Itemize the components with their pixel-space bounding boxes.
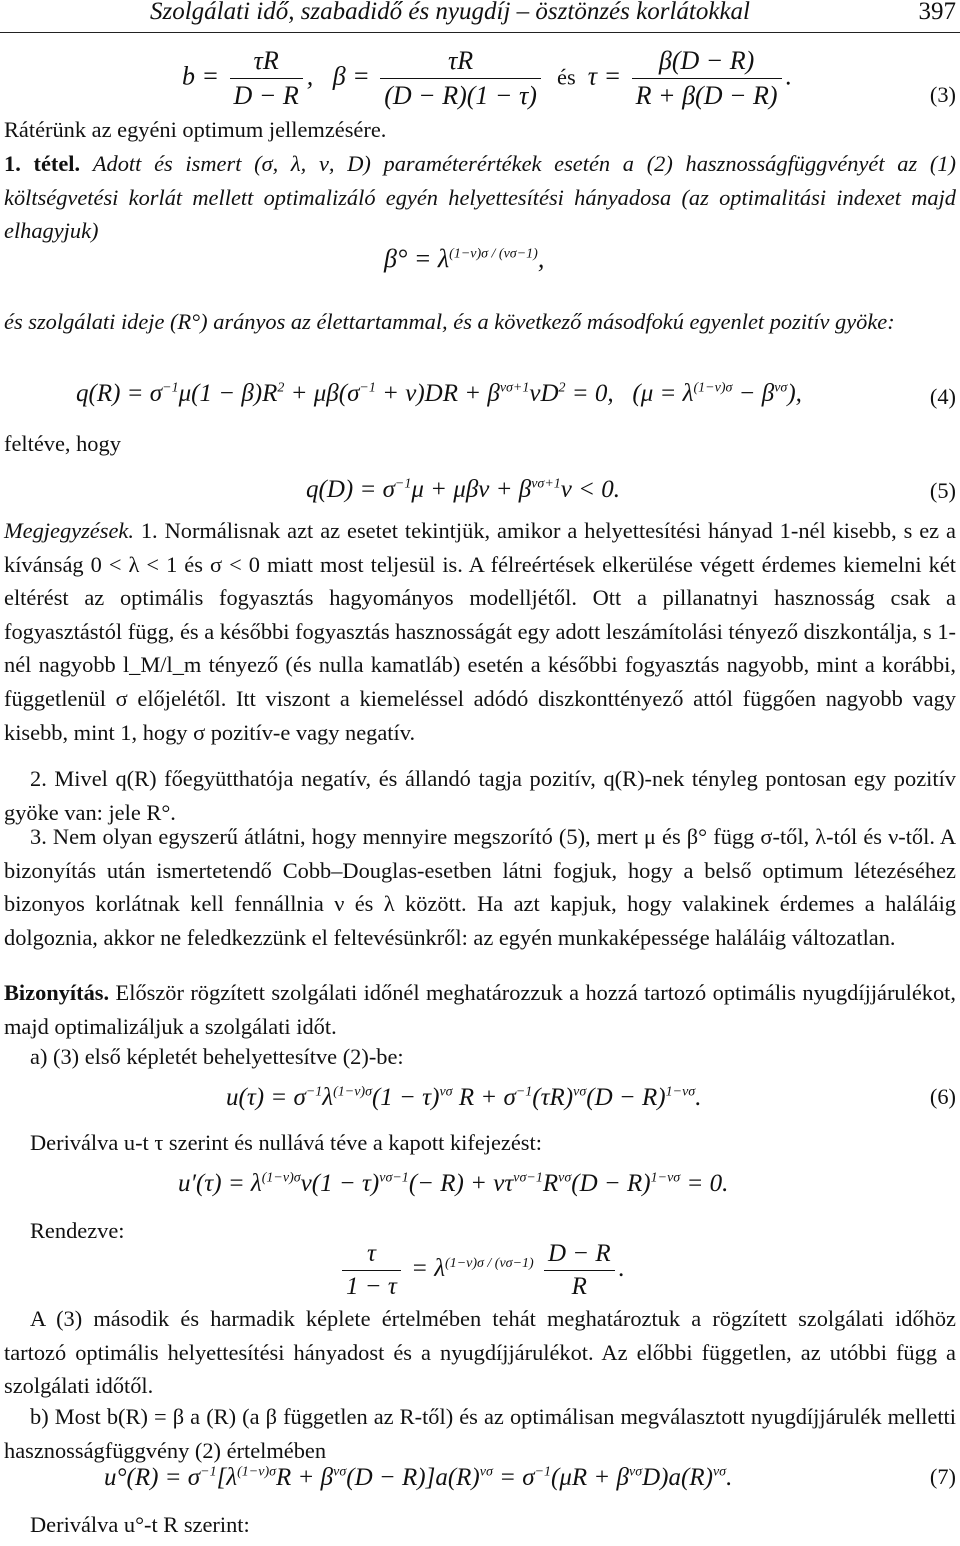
proof-label: Bizonyítás. — [4, 980, 110, 1005]
theorem-1 — [4, 147, 956, 248]
note-2: 2. Mivel q(R) főegyütthatója negatív, és állandó tagja pozitív, q(R)-nek tényleg pontosan egy pozitív gyöke van: jele R°. — [4, 766, 956, 825]
theorem-body: Adott és ismert (σ, λ, ν, D) paraméterértékek esetén a (2) hasznosságfüggvényét az (1) költségvetési korlát mellett optimalizáló egyén helyettesítési hányadosa (az optimalitási indexet majd elhagyjuk) — [4, 151, 956, 244]
paragraph-last: Deriválva u°-t R szerint: — [30, 1512, 250, 1537]
paragraph-b: b) Most b(R) = β a (R) (a β független az R-től) és az optimálisan megválasztott nyugdíjjárulék melletti hasznosságfüggvény (2) értelmében — [4, 1404, 956, 1463]
equation-7: $u^\circ(R) = \sigma^{-1}[\lambda^{(1-\nu)\sigma}R + \beta^{\nu\sigma}(D - R)]a(R)^{\nu\sigma} = \sigma^{-1}(\mu R + \beta^{\nu\sigma}D)a(R)^{\nu\sigma}$. — [104, 1464, 733, 1491]
proof-body: Először rögzített szolgálati időnél meghatározzuk a hozzá tartozó optimális nyugdíjjárulékot, majd optimalizáljuk a szolgálati időt. — [4, 980, 956, 1039]
equation-5: $q(D) = \sigma^{-1}\mu + \mu\beta\nu + \beta^{\nu\sigma+1}\nu < 0$. — [306, 476, 620, 503]
note-1: 1. Normálisnak azt az esetet tekintjük, amikor a helyettesítési hányad 1-nél kisebb, s ez a kívánság 0 < λ < 1 és σ < 0 miatt most teljesül is. A félreértések elkerülése végett érdemes kiemelni két eltérést az optimális fogyasztás hagyományos modelljétől. Ott a pillanatnyi hasznosság csak a fogyasztástól függ, és a későbbi fogyasztás hasznosságát egy adott leszámítolási tényező diszkontálja, s 1-nél nagyobb l_M/l_m tényező (és nulla kamatláb) esetén a későbbi fogyasztás nagyobb, mint a korábbi, függetlenül σ előjelétől. Itt viszont a kiemeléssel adódó diszkonttényező attól függően nagyobb vagy kisebb, mint 1, hogy σ pozitív-e vagy negatív. — [4, 518, 956, 745]
equation-derivative: $u'(\tau) = \lambda^{(1-\nu)\sigma}\nu(1 - \tau)^{\nu\sigma-1}(- R) + \nu\tau^{\nu\sigma-1}R^{\nu\sigma}(D - R)^{1-\nu\sigma} = 0$. — [178, 1170, 729, 1197]
running-title: Szolgálati idő, szabadidő és nyugdíj – ösztönzés korlátokkal — [150, 0, 750, 25]
notes-label: Megjegyzések. — [4, 518, 134, 543]
paragraph-provided: feltéve, hogy — [4, 431, 121, 456]
equation-rearranged: $\frac{\tau}{1 - \tau}$ = $\lambda^{(1-\nu)\sigma / (\nu\sigma-1)}$ $\frac{D - R}{R}$ . — [338, 1240, 625, 1301]
equation-4-number: (4) — [929, 384, 956, 409]
equation-4: $q(R) = \sigma^{-1}\mu(1 - \beta)R^2 + \mu\beta(\sigma^{-1} + \nu)DR + \beta^{\nu\sigma+1}\nu D^2 = 0$, $(\mu = \lambda^{(1-\nu)\sigma} - \beta^{\nu\sigma})$, — [76, 380, 802, 407]
equation-3-number: (3) — [929, 82, 956, 107]
equation-7-number: (7) — [929, 1464, 956, 1489]
note-3: 3. Nem olyan egyszerű átlátni, hogy mennyire megszorító (5), mert μ és β° függ σ-től, λ-tól és ν-től. A bizonyítás után ismertetendő Cobb–Douglas-esetben látni fogjuk, hogy a belső optimum létezéséhez bizonyos korlátnak kell fennállnia ν és λ között. Ha azt kapjuk, hogy valakinek érdemes a haláláig dolgoznia, akkor ne feledkezzünk el feltevésünkről: az egyén munkaképessége haláláig változatlan. — [4, 824, 956, 950]
paragraph-rendezve: Rendezve: — [30, 1218, 125, 1243]
notes-paragraph-1 — [4, 514, 956, 749]
page-number: 397 — [918, 0, 956, 25]
theorem-label: 1. tétel. — [4, 151, 81, 176]
paragraph-derivative-tau: Deriválva u-t τ szerint és nullává téve a kapott kifejezést: — [30, 1130, 542, 1155]
paragraph-a3: A (3) második és harmadik képlete értelmében tehát meghatároztuk a rögzített szolgálati időhöz tartozó optimális helyettesítési hányadost és a nyugdíjjárulékot. Az előbbi független, az utóbbi függ a szolgálati időtől. — [4, 1306, 956, 1399]
running-header — [0, 0, 960, 33]
equation-6-number: (6) — [929, 1084, 956, 1109]
paragraph-ratérünk: Rátérünk az egyéni optimum jellemzésére. — [4, 117, 387, 142]
equation-3: b = $\frac{\tau R}{D - R}$ , β = $\frac{\tau R}{(D - R)(1 - \tau)}$ és τ = $\frac{\beta(D - R)}{R + \beta(D - R)}$ . — [182, 46, 793, 110]
paragraph-a: a) (3) első képletét behelyettesítve (2)-be: — [30, 1044, 404, 1069]
proof-paragraph — [4, 976, 956, 1043]
paragraph-service-time: és szolgálati ideje (R°) arányos az élettartammal, és a következő másodfokú egyenlet pozitív gyöke: — [4, 309, 895, 334]
equation-5-number: (5) — [929, 478, 956, 503]
equation-beta-circ: $\beta^\circ = \lambda^{(1-\nu)\sigma / (\nu\sigma-1)}$, — [384, 244, 545, 273]
equation-6: $u(\tau) = \sigma^{-1}\lambda^{(1-\nu)\sigma}(1 - \tau)^{\nu\sigma}$ $R + \sigma^{-1}(\tau R)^{\nu\sigma}(D - R)^{1-\nu\sigma}$. — [226, 1084, 702, 1111]
